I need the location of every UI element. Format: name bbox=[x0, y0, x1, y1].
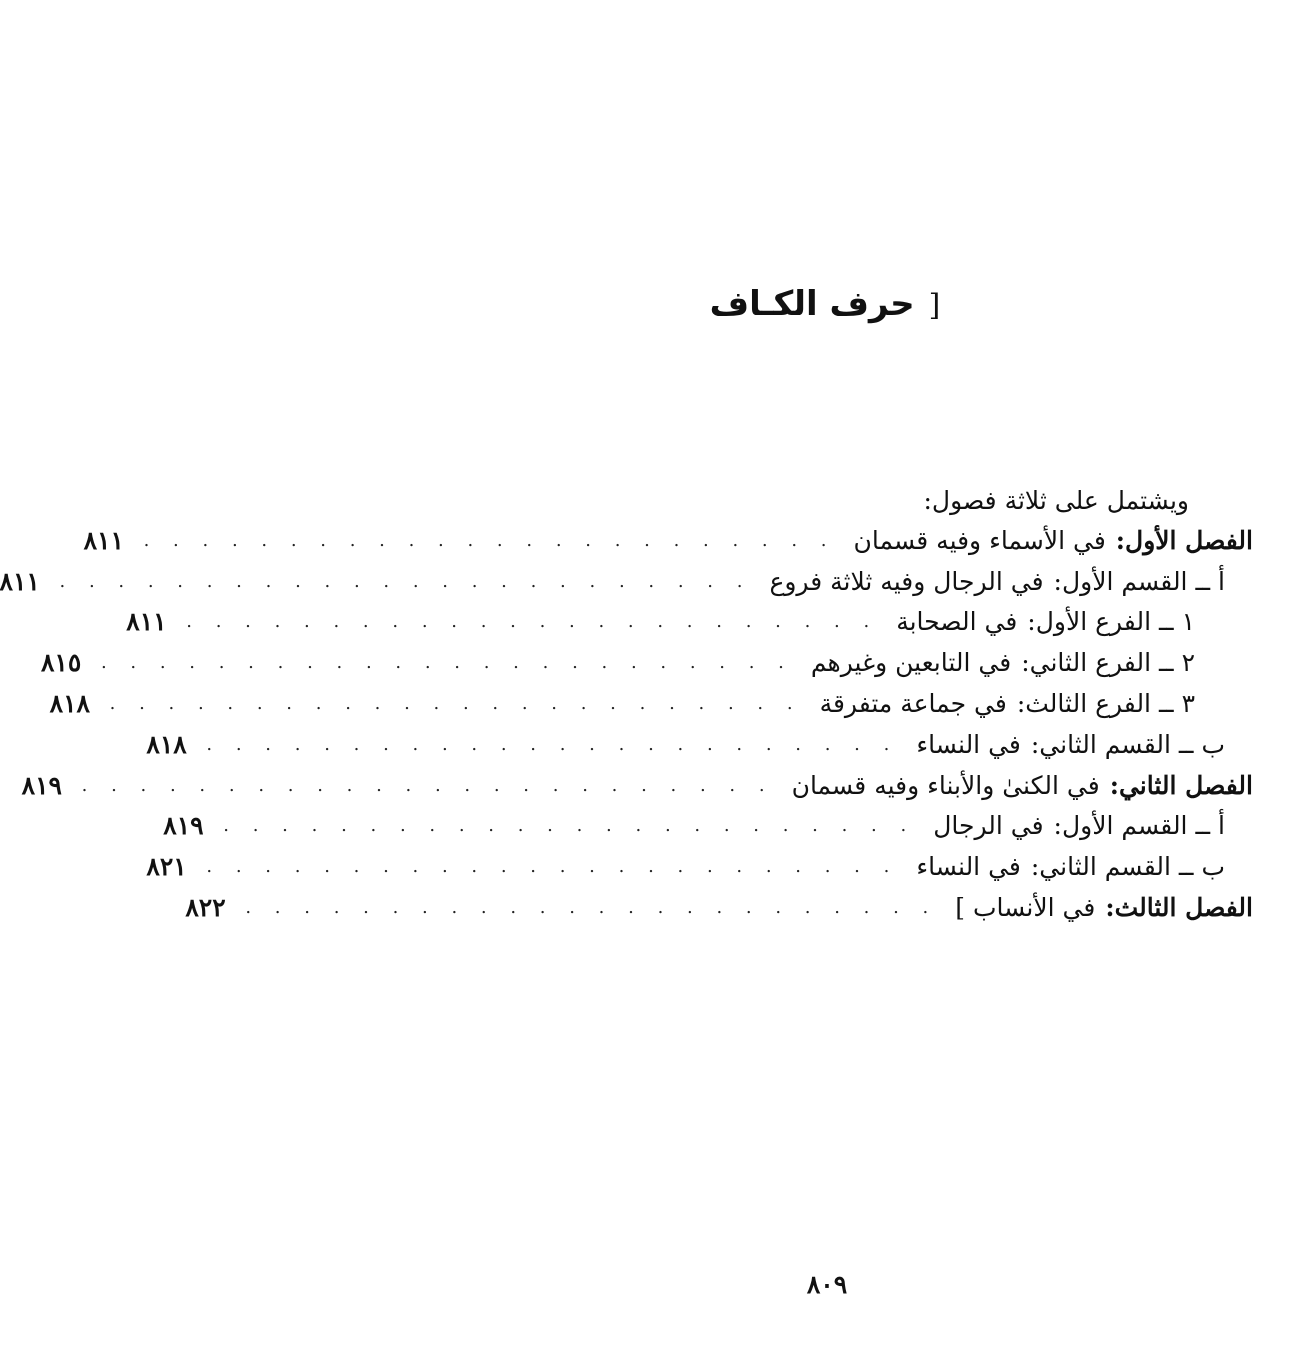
toc-entry-lead: ب ــ القسم الثاني: bbox=[1030, 729, 1225, 759]
heading-title: حرف الكـاف bbox=[709, 284, 915, 324]
toc-entry-label bbox=[896, 607, 1195, 636]
toc-entry bbox=[126, 602, 1253, 643]
toc-entry bbox=[146, 724, 1253, 765]
leader-dots: . . . . . . . . . . . . . . . . . . . . . . . . bbox=[206, 856, 899, 878]
leader-dots: . . . . . . . . . . . . . . . . . . . . . . . . bbox=[143, 529, 836, 551]
toc-page-number: ٨٢١ bbox=[146, 852, 187, 882]
toc-entry-label bbox=[769, 567, 1225, 596]
toc-entry-title: في النساء bbox=[916, 729, 1021, 759]
toc-page-number: ٨١٥ bbox=[40, 648, 82, 678]
toc-entry-lead: ٢ ــ الفرع الثاني: bbox=[1021, 648, 1195, 678]
heading-bracket: [ bbox=[928, 288, 941, 323]
toc-entry-label bbox=[811, 648, 1195, 677]
toc-entry-lead: ١ ــ الفرع الأول: bbox=[1027, 607, 1195, 637]
toc-entry-title: في الرجال bbox=[933, 811, 1044, 841]
leader-dots: . . . . . . . . . . . . . . . . . . . . . . . . bbox=[81, 774, 774, 796]
leader-dots: . . . . . . . . . . . . . . . . . . . . . . . . bbox=[245, 897, 938, 919]
toc-entry-lead: أ ــ القسم الأول: bbox=[1053, 566, 1225, 596]
toc-entry-lead: ٣ ــ الفرع الثالث: bbox=[1016, 689, 1195, 719]
toc-entry-label bbox=[916, 852, 1225, 881]
toc-entry-lead: ب ــ القسم الثاني: bbox=[1030, 852, 1225, 882]
toc-entry-label bbox=[854, 526, 1253, 555]
toc-page-number: ٨١١ bbox=[126, 607, 167, 637]
toc-page-number: ٨١٩ bbox=[21, 770, 62, 800]
toc-page-number: ٨١٩ bbox=[163, 811, 204, 841]
toc-page-number: ٨٢٢ bbox=[185, 893, 226, 923]
toc-entry-label bbox=[916, 730, 1225, 759]
toc-entry-lead: الفصل الأول: bbox=[1115, 525, 1253, 555]
toc-page-number: ٨١١ bbox=[83, 525, 124, 555]
toc-entry-lead: أ ــ القسم الأول: bbox=[1053, 811, 1225, 841]
toc-entry bbox=[49, 683, 1253, 724]
toc-entry-title: في جماعة متفرقة bbox=[819, 689, 1007, 719]
toc-page-number: ٨١٨ bbox=[146, 729, 187, 759]
toc-page-number: ٨١١ bbox=[0, 566, 40, 596]
toc-entry-label bbox=[792, 771, 1253, 800]
toc-entry-label bbox=[933, 811, 1225, 840]
leader-dots: . . . . . . . . . . . . . . . . . . . . . . . . bbox=[100, 652, 793, 674]
table-of-contents bbox=[0, 520, 1253, 928]
toc-entry-label bbox=[820, 689, 1195, 718]
toc-entry-title: في الصحابة bbox=[896, 607, 1018, 637]
intro-text: ويشتمل على ثلاثة فصول: bbox=[923, 486, 1189, 515]
toc-entry bbox=[0, 561, 1253, 602]
toc-entry-lead: الفصل الثالث: bbox=[1105, 893, 1253, 923]
toc-entry bbox=[21, 765, 1253, 806]
page-number: ٨٠٩ bbox=[806, 1270, 848, 1299]
toc-entry-title: في الرجال وفيه ثلاثة فروع bbox=[769, 566, 1044, 596]
toc-entry-label bbox=[955, 893, 1253, 922]
toc-entry-title: في الأنساب ] bbox=[955, 893, 1096, 923]
toc-entry-title: في الكنىٰ والأبناء وفيه قسمان bbox=[791, 770, 1100, 800]
toc-entry-title: في النساء bbox=[916, 852, 1021, 882]
leader-dots: . . . . . . . . . . . . . . . . . . . . . . . . bbox=[109, 693, 802, 715]
toc-entry bbox=[185, 887, 1253, 928]
toc-entry-lead: الفصل الثاني: bbox=[1109, 770, 1253, 800]
toc-entry bbox=[40, 642, 1253, 683]
heading-text bbox=[710, 284, 945, 324]
toc-entry bbox=[163, 806, 1253, 847]
toc-page-number: ٨١٨ bbox=[49, 689, 90, 719]
leader-dots: . . . . . . . . . . . . . . . . . . . . . . . . bbox=[206, 733, 899, 755]
section-heading bbox=[357, 284, 1297, 324]
toc-entry-title: في الأسماء وفيه قسمان bbox=[853, 525, 1106, 555]
leader-dots: . . . . . . . . . . . . . . . . . . . . . . . . bbox=[223, 815, 916, 837]
leader-dots: . . . . . . . . . . . . . . . . . . . . . . . . bbox=[186, 611, 879, 633]
toc-entry-title: في التابعين وغيرهم bbox=[810, 648, 1012, 678]
toc-entry bbox=[146, 846, 1253, 887]
toc-entry bbox=[83, 520, 1253, 561]
leader-dots: . . . . . . . . . . . . . . . . . . . . . . . . bbox=[59, 570, 752, 592]
